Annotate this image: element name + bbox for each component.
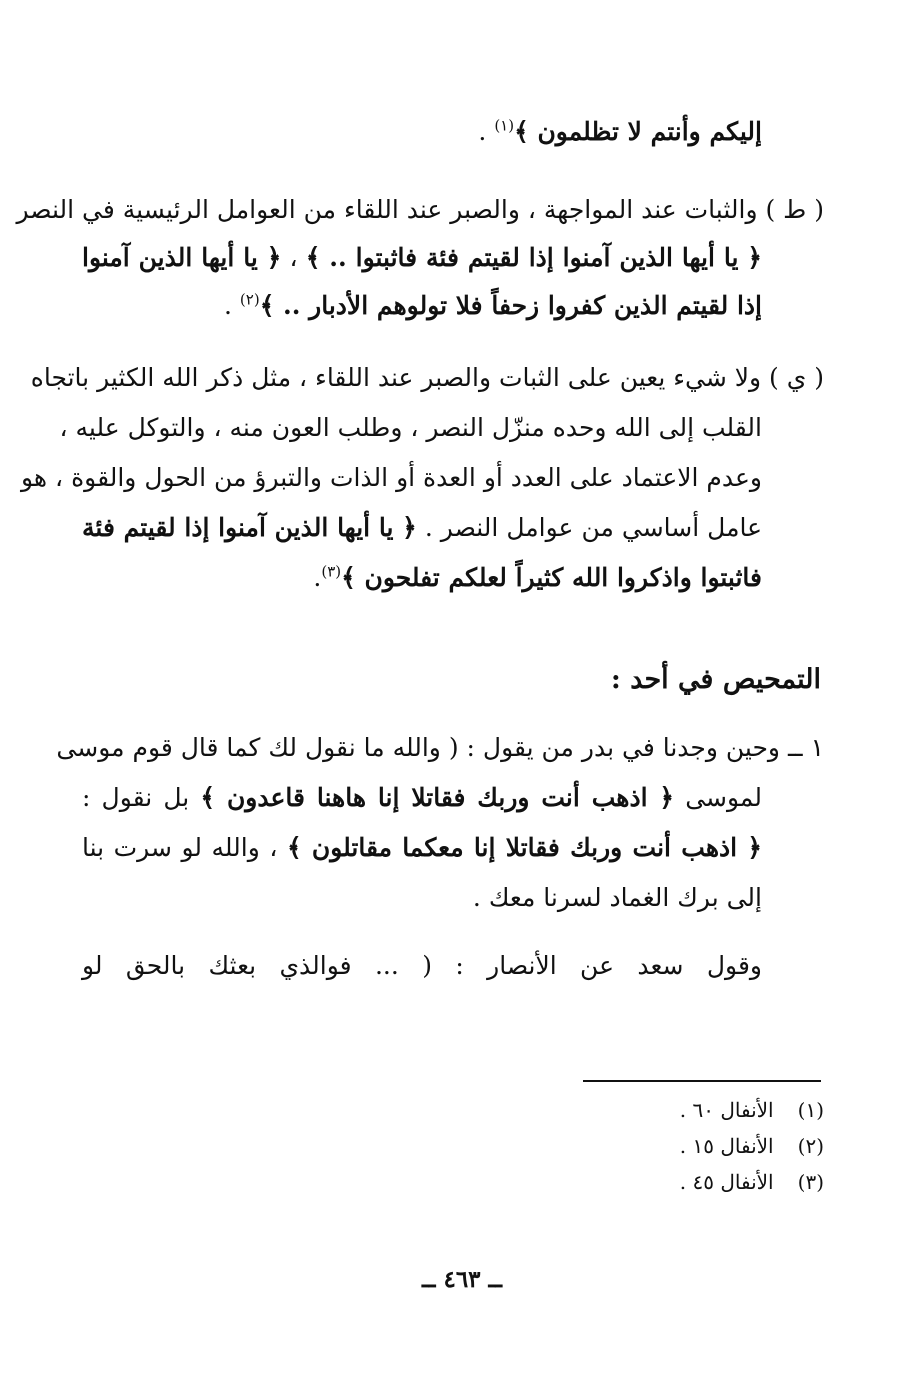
footnote-text: الأنفال ٤٥ .: [679, 1170, 774, 1194]
text-line: [82, 232, 762, 284]
quran-verse: ﴿ اذهب أنت وربك فقاتلا إنا معكما مقاتلون ﴾: [286, 833, 763, 862]
text-line: [82, 280, 762, 332]
footnote-separator: [583, 1080, 821, 1082]
text-fragment: .: [478, 117, 495, 146]
text-line: القلب إلى الله وحده منزّل النصر ، وطلب العون منه ، والتوكل عليه ،: [59, 413, 762, 442]
text-line: إلى برك الغماد لسرنا معك .: [472, 883, 762, 912]
text-fragment: عامل أساسي من عوامل النصر .: [416, 513, 762, 542]
text-fragment: .: [313, 563, 322, 592]
footnote-number: (١): [797, 1098, 824, 1122]
footnote-ref: (٢): [239, 290, 260, 309]
footnote-text: الأنفال ٦٠ .: [679, 1098, 774, 1122]
quran-verse: فاثبتوا واذكروا الله كثيراً لعلكم تفلحون ﴾: [341, 563, 762, 592]
quran-verse: ﴿ اذهب أنت وربك فقاتلا إنا هاهنا قاعدون ﴾: [200, 783, 675, 812]
footnote-number: (٣): [797, 1170, 824, 1194]
footnote-ref: (٣): [321, 562, 342, 581]
text-line: ( ط ) والثبات عند المواجهة ، والصبر عند اللقاء من العوامل الرئيسية في النصر: [16, 195, 824, 224]
quran-verse: ﴿ يا أيها الذين آمنوا إذا لقيتم فئة: [82, 513, 417, 542]
footnote: [680, 1095, 824, 1125]
text-fragment: .: [224, 291, 240, 320]
text-fragment: ، والله لو سرت بنا: [82, 833, 287, 862]
footnote-text: الأنفال ١٥ .: [679, 1134, 774, 1158]
page-number: ــ ٤٦٣ ــ: [421, 1266, 503, 1293]
text-line: وقول سعد عن الأنصار : ( ... فوالذي بعثك بالحق لو: [82, 951, 762, 980]
text-fragment: ،: [281, 243, 306, 272]
footnote: [680, 1167, 824, 1197]
text-line: [82, 822, 762, 874]
section-heading: التمحيص في أحد :: [610, 664, 821, 695]
text-line: وعدم الاعتماد على العدد أو العدة أو الذات والتبرؤ من الحول والقوة ، هو: [21, 463, 762, 492]
footnote-ref: (١): [494, 116, 515, 135]
text-line: [82, 772, 762, 824]
quran-verse: إليكم وأنتم لا تظلمون ﴾: [514, 117, 762, 146]
text-line: [82, 552, 762, 604]
text-line: [82, 106, 762, 158]
quran-verse: إذا لقيتم الذين كفروا زحفاً فلا تولوهم الأدبار .. ﴾: [259, 291, 762, 320]
text-line: ( ي ) ولا شيء يعين على الثبات والصبر عند اللقاء ، مثل ذكر الله الكثير باتجاه: [30, 363, 824, 392]
text-fragment: بل نقول :: [82, 783, 201, 812]
footnote-number: (٢): [797, 1134, 824, 1158]
text-line: ١ ــ وحين وجدنا في بدر من يقول : ( والله ما نقول لك كما قال قوم موسى: [56, 733, 824, 762]
footnote: [680, 1131, 824, 1161]
quran-verse: ﴿ يا أيها الذين آمنوا: [82, 243, 282, 272]
quran-verse: ﴿ يا أيها الذين آمنوا إذا لقيتم فئة فاثبتوا .. ﴾: [305, 243, 762, 272]
text-line: [82, 502, 762, 554]
text-fragment: لموسى: [674, 783, 762, 812]
